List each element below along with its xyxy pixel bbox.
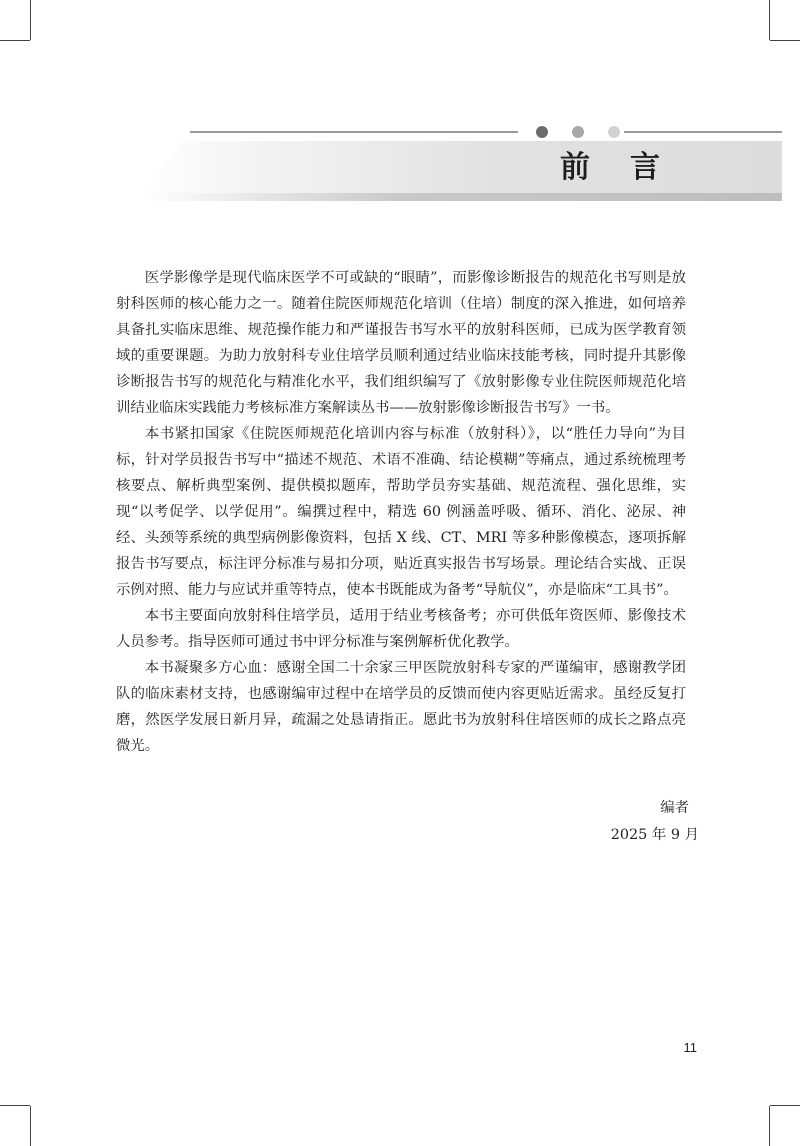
paragraph: 医学影像学是现代临床医学不可或缺的“眼睛”，而影像诊断报告的规范化书写则是放射科医师的核心能力之一。随着住院医师规范化培训（住培）制度的深入推进，如何培养具备扎实临床思维、规范操作能力和严谨报告书写水平的放射科医师，已成为医学教育领域的重要课题。为助力放射科专业住培学员顺利通过结业临床技能考核，同时提升其影像诊断报告书写的规范化与精准化水平，我们组织编写了《放射影像专业住院医师规范化培训结业临床实践能力考核标准方案解读丛书——放射影像诊断报告书写》一书。: [116, 270, 686, 416]
crop-mark-top-right: [769, 0, 770, 40]
paragraph: 本书凝聚多方心血：感谢全国二十余家三甲医院放射科专家的严谨编审，感谢教学团队的临床素材支持，也感谢编审过程中在培学员的反馈而使内容更贴近需求。虽经反复打磨，然医学发展日新月异，疏漏之处恳请指正。愿此书为放射科住培医师的成长之路点亮微光。: [116, 660, 686, 754]
header-rule-right: [624, 131, 782, 133]
paragraph: 本书紧扣国家《住院医师规范化培训内容与标准（放射科）》，以“胜任力导向”为目标，针对学员报告书写中“描述不规范、术语不准确、结论模糊”等痛点，通过系统梳理考核要点、解析典型案例、提供模拟题库，帮助学员夯实基础、规范流程、强化思维，实现“以考促学、以学促用”。编撰过程中，精选 60 例涵盖呼吸、循环、消化、泌尿、神经、头颈等系统的典型病例影像资料，包括 X 线、CT、MRI 等多种影像模态，逐项拆解报告书写要点，标注评分标准与易扣分项，贴近真实报告书写场景。理论结合实战、正误示例对照、能力与应试并重等特点，使本书既能成为备考“导航仪”，亦是临床“工具书”。: [116, 426, 686, 598]
signature-author: 编者: [660, 800, 689, 816]
crop-mark-top-left: [30, 0, 31, 40]
page-number: 11: [683, 1040, 697, 1055]
paragraph: 本书主要面向放射科住培学员，适用于结业考核备考；亦可供低年资医师、影像技术人员参考。指导医师可通过书中评分标准与案例解析优化教学。: [116, 608, 686, 650]
crop-mark-top-left: [0, 40, 30, 41]
header-dot-3: [608, 126, 620, 138]
crop-mark-bottom-right: [770, 1105, 800, 1106]
title-band-shadow: [142, 193, 782, 201]
crop-mark-top-right: [770, 40, 800, 41]
signature-block: [611, 795, 699, 849]
crop-mark-bottom-right: [769, 1106, 770, 1146]
signature-date: 2025 年 9 月: [610, 827, 699, 843]
crop-mark-bottom-left: [30, 1106, 31, 1146]
preface-body: [116, 265, 686, 759]
header-dot-1: [536, 126, 548, 138]
page-title: 前言: [560, 150, 700, 185]
crop-mark-bottom-left: [0, 1105, 30, 1106]
header-dot-2: [572, 126, 584, 138]
header-rule-left: [190, 131, 518, 133]
